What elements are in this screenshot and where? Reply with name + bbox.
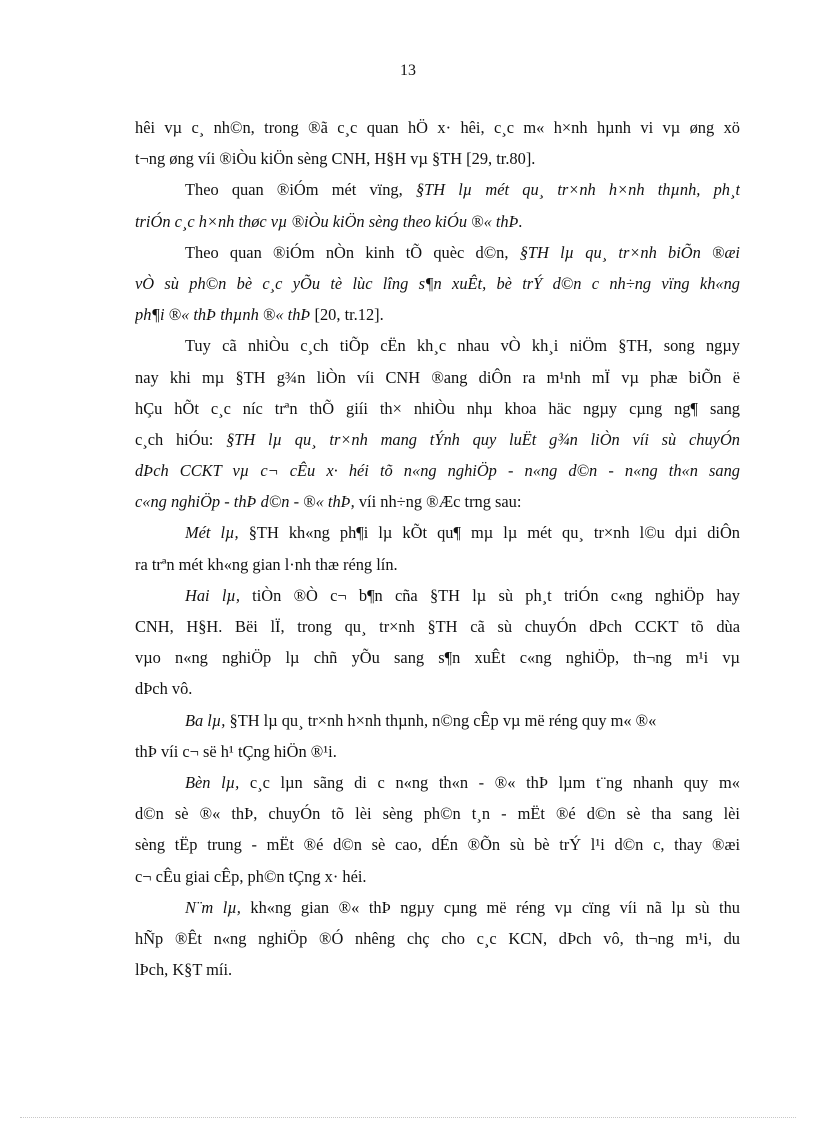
text-line	[135, 424, 740, 455]
text-segment: [20, tr.12].	[310, 305, 384, 325]
italic-text-segment: dÞch CCKT vµ c¬ cÊu x· héi tõ n«ng nghiÖp - n«ng d©n - n«ng th«n sang	[135, 461, 740, 481]
text-segment: §TH kh«ng ph¶i lµ kÕt qu¶ mµ lµ mét qu¸ tr×nh l©u dµi diÔn	[238, 523, 740, 543]
italic-text-segment: ph¶i ®« thÞ thµnh ®« thÞ	[135, 305, 311, 325]
text-line	[135, 393, 740, 424]
text-segment: víi nh÷ng ®Æc trng sau:	[354, 492, 522, 512]
text-line	[135, 362, 740, 393]
text-segment: c¸ch hiÓu:	[135, 429, 227, 449]
text-segment: vµo n«ng nghiÖp lµ chñ yÕu sang s¶n xuÊt c«ng nghiÖp, th¬ng m¹i vµ	[135, 648, 740, 668]
text-line	[135, 861, 740, 892]
italic-text-segment: vÒ sù ph©n bè c¸c yÕu tè lùc lîng s¶n xuÊt, bè trÝ d©n c nh÷ng vïng kh«ng	[135, 273, 740, 293]
text-line	[135, 829, 740, 860]
text-segment: ra trªn mét kh«ng gian l·nh thæ réng lín.	[135, 554, 398, 574]
text-segment: tiÒn ®Ò c¬ b¶n cña §TH lµ sù ph¸t triÓn c«ng nghiÖp hay	[239, 585, 740, 605]
page-number: 13	[400, 62, 416, 79]
italic-text-segment: c«ng nghiÖp - thÞ d©n - ®« thÞ,	[135, 492, 355, 512]
text-line	[135, 642, 740, 673]
text-line	[135, 954, 740, 985]
text-line	[135, 268, 740, 299]
text-line	[135, 923, 740, 954]
italic-text-segment: triÓn c¸c h×nh thøc vµ ®iÒu kiÖn sèng theo kiÓu ®« thÞ.	[135, 211, 523, 231]
text-segment: t¬ng øng víi ®iÒu kiÖn sèng CNH, H§H vµ §TH [29, tr.80].	[135, 149, 536, 169]
text-segment: hÑp ®Êt n«ng nghiÖp ®Ó nhêng chç cho c¸c KCN, dÞch vô, th¬ng m¹i, du	[135, 928, 740, 948]
page-bottom-rule	[20, 1117, 796, 1118]
text-segment: hÇu hÕt c¸c níc trªn thÕ giíi th× nhiÒu nhµ khoa häc ngµy cµng ng¶ sang	[135, 398, 740, 418]
text-segment: c¸c lµn sãng di c n«ng th«n - ®« thÞ lµm t¨ng nhanh quy m«	[239, 772, 740, 792]
text-segment: thÞ víi c¬ së h¹ tÇng hiÖn ®¹i.	[135, 741, 337, 761]
text-line	[135, 549, 740, 580]
text-segment: §TH lµ qu¸ tr×nh h×nh thµnh, n©ng cÊp vµ më réng quy m« ®«	[225, 710, 657, 730]
text-line	[135, 736, 740, 767]
text-line	[135, 455, 740, 486]
italic-text-segment: Hai lµ,	[185, 585, 240, 605]
text-segment: kh«ng gian ®« thÞ ngµy cµng më réng vµ cïng víi nã lµ sù thu	[240, 897, 740, 917]
italic-text-segment: Ba lµ,	[185, 710, 226, 730]
text-line	[135, 892, 740, 923]
text-segment: Theo quan ®iÓm nÒn kinh tÕ quèc d©n,	[185, 242, 520, 262]
text-segment: nay khi mµ §TH g¾n liÒn víi CNH ®ang diÔn ra m¹nh mÏ vµ phæ biÕn ë	[135, 367, 740, 387]
text-line	[135, 143, 740, 174]
text-segment: sèng tËp trung - mËt ®é d©n sè cao, dÉn ®Õn sù bè trÝ l¹i d©n c, thay ®æi	[135, 835, 740, 855]
italic-text-segment: §TH lµ qu¸ tr×nh mang tÝnh quy luËt g¾n liÒn víi sù chuyÓn	[226, 429, 740, 449]
body-text	[135, 112, 740, 985]
text-line	[135, 611, 740, 642]
text-segment: CNH, H§H. Bëi lÏ, trong qu¸ tr×nh §TH cã sù chuyÓn dÞch CCKT tõ dùa	[135, 617, 740, 636]
text-line	[135, 299, 740, 330]
italic-text-segment: N¨m lµ,	[185, 897, 241, 917]
text-line	[135, 174, 740, 205]
italic-text-segment: §TH lµ mét qu¸ tr×nh h×nh thµnh, ph¸t	[415, 180, 740, 200]
text-segment: lÞch, K§T míi.	[135, 960, 233, 980]
text-line	[135, 767, 740, 798]
italic-text-segment: Mét lµ,	[185, 523, 239, 543]
italic-text-segment: §TH lµ qu¸ tr×nh biÕn ®æi	[519, 242, 740, 262]
text-line	[135, 112, 740, 143]
text-segment: c¬ cÊu giai cÊp, ph©n tÇng x· héi.	[135, 866, 367, 886]
text-segment: hêi vµ c¸ nh©n, trong ®ã c¸c quan hÖ x· hêi, c¸c m« h×nh hµnh vi vµ øng xö	[135, 118, 740, 137]
text-line	[135, 673, 740, 704]
italic-text-segment: Bèn lµ,	[185, 772, 240, 792]
text-segment: Tuy cã nhiÒu c¸ch tiÕp cËn kh¸c nhau vÒ kh¸i niÖm §TH, song ngµy	[185, 336, 740, 356]
text-line	[135, 798, 740, 829]
text-line	[135, 330, 740, 361]
text-segment: dÞch vô.	[135, 679, 193, 699]
text-segment: d©n sè ®« thÞ, chuyÓn tõ lèi sèng ph©n t¸n - mËt ®é d©n sè tha sang lèi	[135, 804, 740, 824]
text-line	[135, 517, 740, 548]
text-line	[135, 486, 740, 517]
text-line	[135, 580, 740, 611]
text-line	[135, 206, 740, 237]
text-line	[135, 705, 740, 736]
text-line	[135, 237, 740, 268]
text-segment: Theo quan ®iÓm mét vïng,	[185, 180, 416, 200]
